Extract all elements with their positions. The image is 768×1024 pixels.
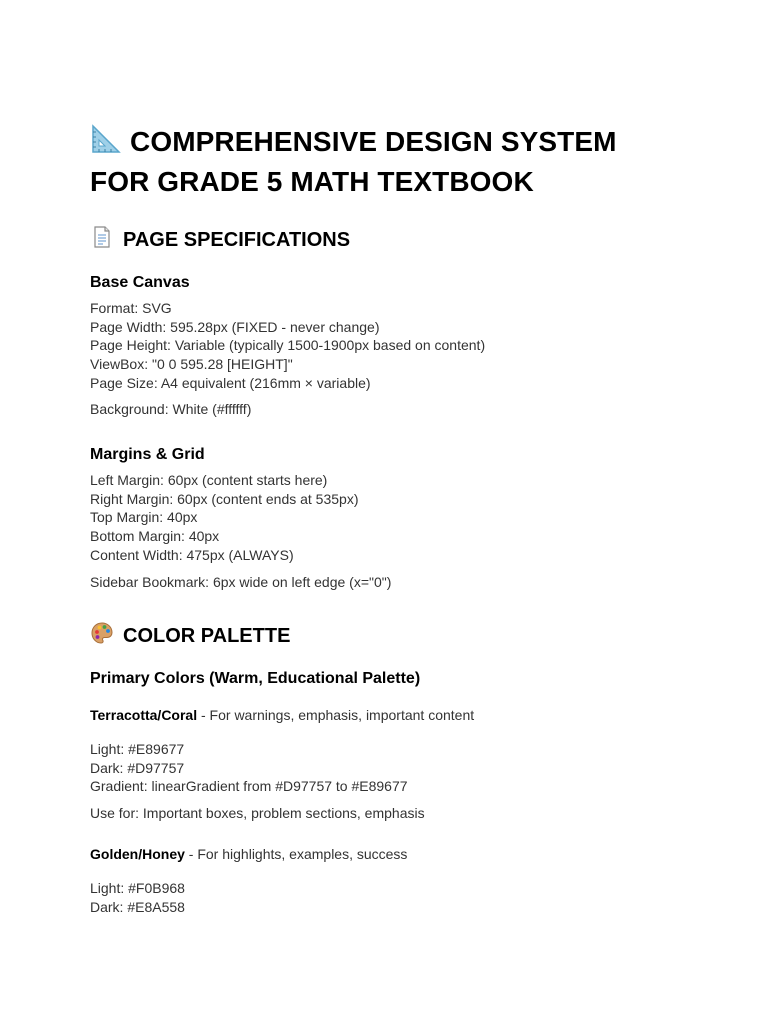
color-value-line: Dark: #D97757 <box>90 759 185 776</box>
color-name: Terracotta/Coral <box>90 707 198 723</box>
subheading-primary-colors: Primary Colors (Warm, Educational Palette) <box>90 670 421 687</box>
section-heading-page-specifications <box>90 225 350 253</box>
subheading-margins-grid: Margins & Grid <box>90 446 205 463</box>
color-value-line: Light: #F0B968 <box>90 880 185 896</box>
golden-values <box>90 879 185 916</box>
terracotta-color-entry <box>90 705 474 725</box>
title-text-line-1: COMPREHENSIVE DESIGN SYSTEM <box>130 126 617 157</box>
document-title <box>90 122 690 202</box>
spec-line: Left Margin: 60px (content starts here) <box>90 472 328 488</box>
spec-line: Content Width: 475px (ALWAYS) <box>90 546 294 563</box>
section-heading-color-palette <box>90 621 290 649</box>
spec-line: Format: SVG <box>90 300 172 316</box>
spec-line: Right Margin: 60px (content ends at 535px) <box>90 490 359 507</box>
artist-palette-icon <box>90 621 114 645</box>
spec-line: Top Margin: 40px <box>90 509 198 526</box>
title-line-2: FOR GRADE 5 MATH TEXTBOOK <box>90 166 534 197</box>
terracotta-values <box>90 740 408 796</box>
margins-grid-specs <box>90 471 359 565</box>
section-heading-text: COLOR PALETTE <box>123 625 291 647</box>
golden-color-entry <box>90 844 407 864</box>
color-description: - For warnings, emphasis, important content <box>197 707 475 723</box>
subheading-base-canvas: Base Canvas <box>90 274 190 291</box>
page-facing-up-icon <box>90 225 114 249</box>
color-description: - For highlights, examples, success <box>184 846 408 862</box>
spec-line: Page Height: Variable (typically 1500-1900px based on content) <box>90 337 486 354</box>
background-spec: Background: White (#ffffff) <box>90 401 252 417</box>
section-heading-text: PAGE SPECIFICATIONS <box>123 229 351 251</box>
spec-line: Page Size: A4 equivalent (216mm × variable) <box>90 374 371 391</box>
sidebar-bookmark-spec: Sidebar Bookmark: 6px wide on left edge (x="0") <box>90 574 392 590</box>
color-value-line: Gradient: linearGradient from #D97757 to #E89677 <box>90 778 408 795</box>
color-value-line: Light: #E89677 <box>90 741 185 757</box>
triangular-ruler-icon <box>90 123 122 155</box>
spec-line: ViewBox: "0 0 595.28 [HEIGHT]" <box>90 356 293 373</box>
color-value-line: Dark: #E8A558 <box>90 898 185 915</box>
terracotta-usage: Use for: Important boxes, problem sections, emphasis <box>90 805 425 821</box>
spec-line: Bottom Margin: 40px <box>90 528 220 545</box>
title-line-1 <box>90 122 690 162</box>
base-canvas-specs <box>90 299 485 393</box>
color-name: Golden/Honey <box>90 846 185 862</box>
spec-line: Page Width: 595.28px (FIXED - never change) <box>90 318 380 335</box>
